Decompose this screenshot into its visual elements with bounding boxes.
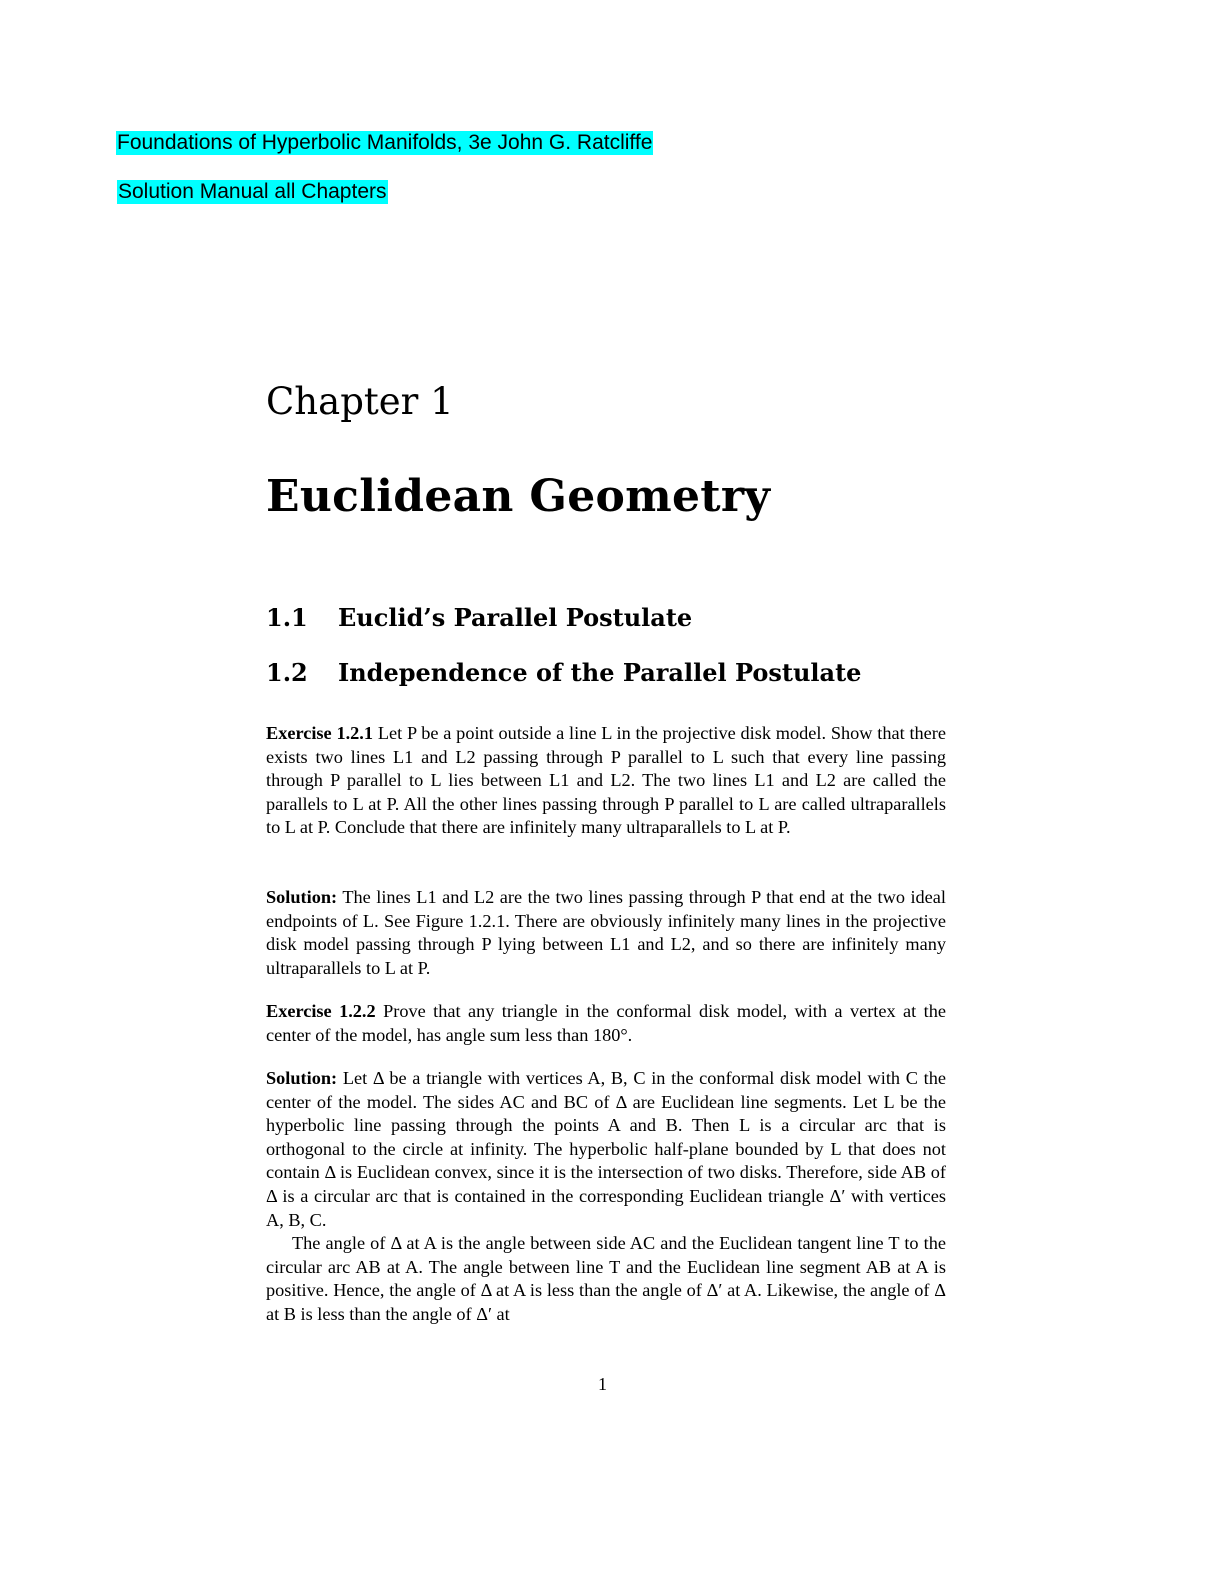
header-subtitle-highlight: Solution Manual all Chapters [118, 180, 387, 203]
exercise-text: Let P be a point outside a line L in the projective disk model. Show that there exists two lines L1 and L2 passing through P parallel to L such that every line passing through P parallel to L lies between L1 and L2. The two lines L1 and L2 are called the parallels to L at P. All the other lines passing through P parallel to L are called ultraparallels to L at P. Conclude that there are infinitely many ultraparallels to L at P. [266, 723, 946, 838]
exercise-1-2-2 [266, 1000, 946, 1047]
solution-text-continued: The angle of Δ at A is the angle between side AC and the Euclidean tangent line T to the circular arc AB at A. The angle between line T and the Euclidean line segment AB at A is positive. Hence, the angle of Δ at A is less than the angle of Δ′ at A. Likewise, the angle of Δ at B is less than the angle of Δ′ at [266, 1233, 946, 1324]
section-title: Independence of the Parallel Postulate [338, 658, 862, 687]
section-number: 1.1 [266, 603, 308, 632]
exercise-label: Exercise 1.2.1 [266, 723, 374, 743]
chapter-label: Chapter 1 [266, 380, 454, 423]
section-heading-1-2 [266, 658, 861, 688]
exercise-text: Prove that any triangle in the conformal disk model, with a vertex at the center of the model, has angle sum less than 180°. [266, 1001, 946, 1045]
exercise-1-2-1 [266, 722, 946, 840]
page-number: 1 [598, 1374, 607, 1394]
solution-1-2-1 [266, 886, 946, 980]
chapter-title: Euclidean Geometry [266, 471, 771, 522]
solution-text: The lines L1 and L2 are the two lines passing through P that end at the two ideal endpoints of L. See Figure 1.2.1. There are obviously infinitely many lines in the projective disk model passing through P lying between L1 and L2, and so there are infinitely many ultraparallels to L at P. [266, 887, 946, 978]
solution-label: Solution: [266, 887, 338, 907]
section-number: 1.2 [266, 658, 308, 687]
solution-1-2-2 [266, 1067, 946, 1327]
solution-label: Solution: [266, 1068, 338, 1088]
solution-text: Let Δ be a triangle with vertices A, B, C in the conformal disk model with C the center of the model. The sides AC and BC of Δ are Euclidean line segments. Let L be the hyperbolic line passing through the points A and B. Then L is a circular arc that is orthogonal to the circle at infinity. The hyperbolic half-plane bounded by L that does not contain Δ is Euclidean convex, since it is the intersection of two disks. Therefore, side AB of Δ is a circular arc that is contained in the corresponding Euclidean triangle Δ′ with vertices A, B, C. [266, 1068, 946, 1230]
section-title: Euclid’s Parallel Postulate [338, 603, 693, 632]
header-title-highlight: Foundations of Hyperbolic Manifolds, 3e John G. Ratcliffe [117, 131, 653, 154]
exercise-label: Exercise 1.2.2 [266, 1001, 376, 1021]
section-heading-1-1 [266, 603, 692, 633]
